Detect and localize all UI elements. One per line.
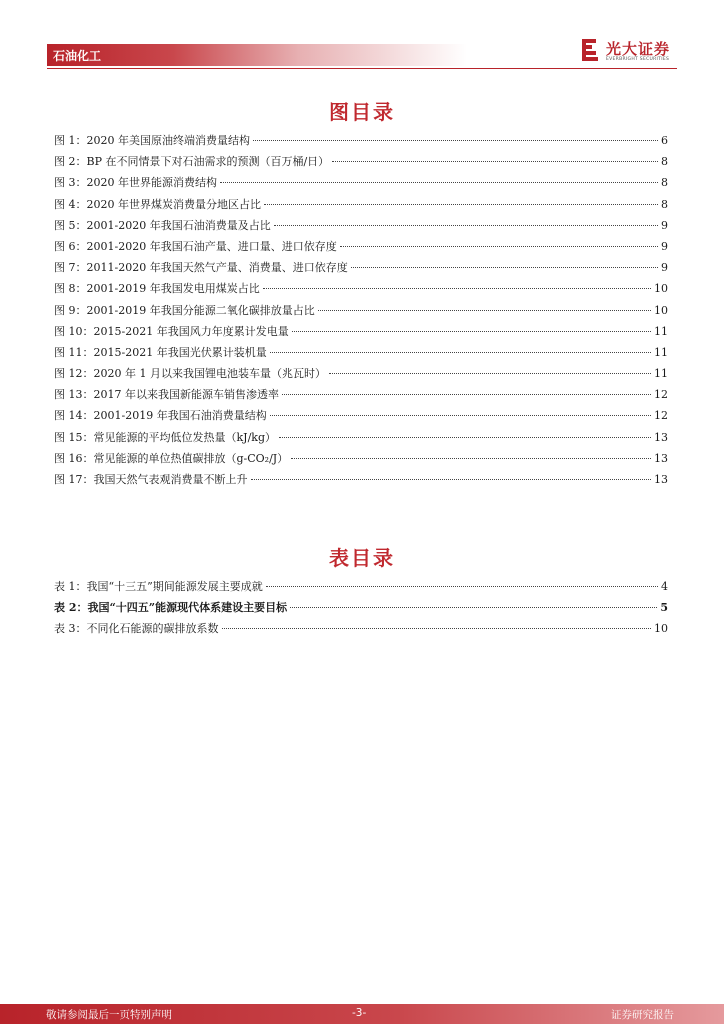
toc-leader-dots <box>290 607 657 608</box>
figure-index-list <box>54 130 668 490</box>
toc-leader-dots <box>251 479 652 480</box>
toc-entry-label: 图 14：2001-2019 年我国石油消费量结构 <box>54 409 267 423</box>
toc-entry[interactable] <box>54 130 668 151</box>
toc-entry-page: 6 <box>661 134 668 147</box>
table-index-list <box>54 576 668 640</box>
toc-entry-label: 图 7：2011-2020 年我国天然气产量、消费量、进口依存度 <box>54 261 348 275</box>
toc-entry-label: 图 8：2001-2019 年我国发电用煤炭占比 <box>54 282 260 296</box>
toc-entry[interactable] <box>54 597 668 618</box>
company-logo <box>580 38 680 66</box>
toc-entry-page: 9 <box>661 261 668 275</box>
everbright-logo-icon <box>580 38 600 62</box>
toc-entry-label: 图 11：2015-2021 年我国光伏累计装机量 <box>54 345 267 359</box>
toc-entry[interactable] <box>54 576 668 597</box>
table-index-title: 表目录 <box>329 546 395 570</box>
toc-entry-page: 8 <box>661 155 668 169</box>
toc-entry-label: 表 2：我国“十四五”能源现代体系建设主要目标 <box>54 601 288 615</box>
toc-leader-dots <box>222 628 652 629</box>
toc-entry-page: 10 <box>654 622 668 636</box>
header-category: 石油化工 <box>53 49 102 63</box>
toc-entry[interactable] <box>54 151 668 172</box>
logo-subtext: EVERBRIGHT SECURITIES <box>606 57 670 62</box>
toc-entry[interactable] <box>54 469 668 490</box>
toc-leader-dots <box>291 458 651 459</box>
toc-entry[interactable] <box>54 448 668 469</box>
toc-entry-page: 4 <box>661 580 668 593</box>
toc-leader-dots <box>292 331 651 332</box>
toc-leader-dots <box>279 437 651 438</box>
toc-entry[interactable] <box>54 427 668 448</box>
toc-entry-label: 图 3：2020 年世界能源消费结构 <box>54 176 217 190</box>
toc-entry-page: 9 <box>661 239 668 253</box>
toc-entry-page: 8 <box>661 176 668 190</box>
toc-entry-page: 12 <box>654 409 668 423</box>
toc-entry[interactable] <box>54 618 668 639</box>
toc-entry-page: 11 <box>654 324 668 338</box>
toc-entry[interactable] <box>54 300 668 321</box>
figure-index-title: 图目录 <box>329 100 395 124</box>
toc-entry-label: 表 1：我国“十三五”期间能源发展主要成就 <box>54 580 263 593</box>
toc-entry[interactable] <box>54 172 668 193</box>
toc-entry-page: 13 <box>654 430 668 444</box>
toc-entry-label: 图 6：2001-2020 年我国石油产量、进口量、进口依存度 <box>54 239 337 253</box>
toc-leader-dots <box>340 246 658 247</box>
toc-leader-dots <box>282 394 651 395</box>
toc-leader-dots <box>253 140 658 141</box>
toc-entry-page: 13 <box>654 473 668 486</box>
toc-entry-page: 9 <box>661 218 668 232</box>
toc-leader-dots <box>266 586 658 587</box>
toc-entry-page: 10 <box>654 303 668 317</box>
toc-entry-label: 图 5：2001-2020 年我国石油消费量及占比 <box>54 218 271 232</box>
toc-entry[interactable] <box>54 215 668 236</box>
toc-entry[interactable] <box>54 342 668 363</box>
toc-entry-label: 表 3：不同化石能源的碳排放系数 <box>54 622 219 636</box>
toc-entry-label: 图 2：BP 在不同情景下对石油需求的预测（百万桶/日） <box>54 155 330 169</box>
toc-entry-page: 12 <box>654 388 668 402</box>
toc-leader-dots <box>329 373 651 374</box>
toc-entry[interactable] <box>54 405 668 426</box>
toc-entry-page: 13 <box>654 451 668 465</box>
toc-entry[interactable] <box>54 194 668 215</box>
toc-leader-dots <box>270 415 651 416</box>
toc-entry-label: 图 16：常见能源的单位热值碳排放（g-CO₂/J） <box>54 451 289 465</box>
footer-disclaimer[interactable]: 敬请参阅最后一页特别声明 <box>46 1009 172 1021</box>
logo-text: 光大证券 <box>606 40 671 58</box>
toc-entry-label: 图 10：2015-2021 年我国风力年度累计发电量 <box>54 324 289 338</box>
toc-entry-label: 图 1：2020 年美国原油终端消费量结构 <box>54 134 250 147</box>
header-divider <box>47 68 677 69</box>
toc-leader-dots <box>263 288 651 289</box>
toc-entry-label: 图 12：2020 年 1 月以来我国锂电池装车量（兆瓦时） <box>54 367 326 381</box>
toc-entry-label: 图 4：2020 年世界煤炭消费量分地区占比 <box>54 197 261 211</box>
toc-entry-page: 11 <box>654 367 668 381</box>
toc-leader-dots <box>220 182 658 183</box>
toc-leader-dots <box>351 267 658 268</box>
footer-page-number: -3- <box>352 1007 367 1019</box>
toc-entry-label: 图 17：我国天然气表观消费量不断上升 <box>54 473 248 486</box>
toc-leader-dots <box>318 310 651 311</box>
toc-leader-dots <box>270 352 651 353</box>
toc-entry-label: 图 9：2001-2019 年我国分能源二氧化碳排放量占比 <box>54 303 315 317</box>
toc-entry[interactable] <box>54 257 668 278</box>
toc-leader-dots <box>264 204 658 205</box>
toc-entry-label: 图 15：常见能源的平均低位发热量（kJ/kg） <box>54 430 276 444</box>
toc-entry[interactable] <box>54 278 668 299</box>
toc-entry[interactable] <box>54 384 668 405</box>
toc-leader-dots <box>332 161 658 162</box>
toc-entry[interactable] <box>54 363 668 384</box>
toc-entry-page: 5 <box>660 601 668 615</box>
toc-entry-label: 图 13：2017 年以来我国新能源车销售渗透率 <box>54 388 279 402</box>
toc-entry-page: 11 <box>654 345 668 359</box>
toc-entry[interactable] <box>54 321 668 342</box>
toc-entry-page: 8 <box>661 197 668 211</box>
footer-bar <box>0 1004 724 1024</box>
footer-report-type: 证券研究报告 <box>611 1009 674 1021</box>
header-category-band <box>47 44 467 66</box>
toc-entry-page: 10 <box>654 282 668 296</box>
toc-leader-dots <box>274 225 658 226</box>
toc-entry[interactable] <box>54 236 668 257</box>
